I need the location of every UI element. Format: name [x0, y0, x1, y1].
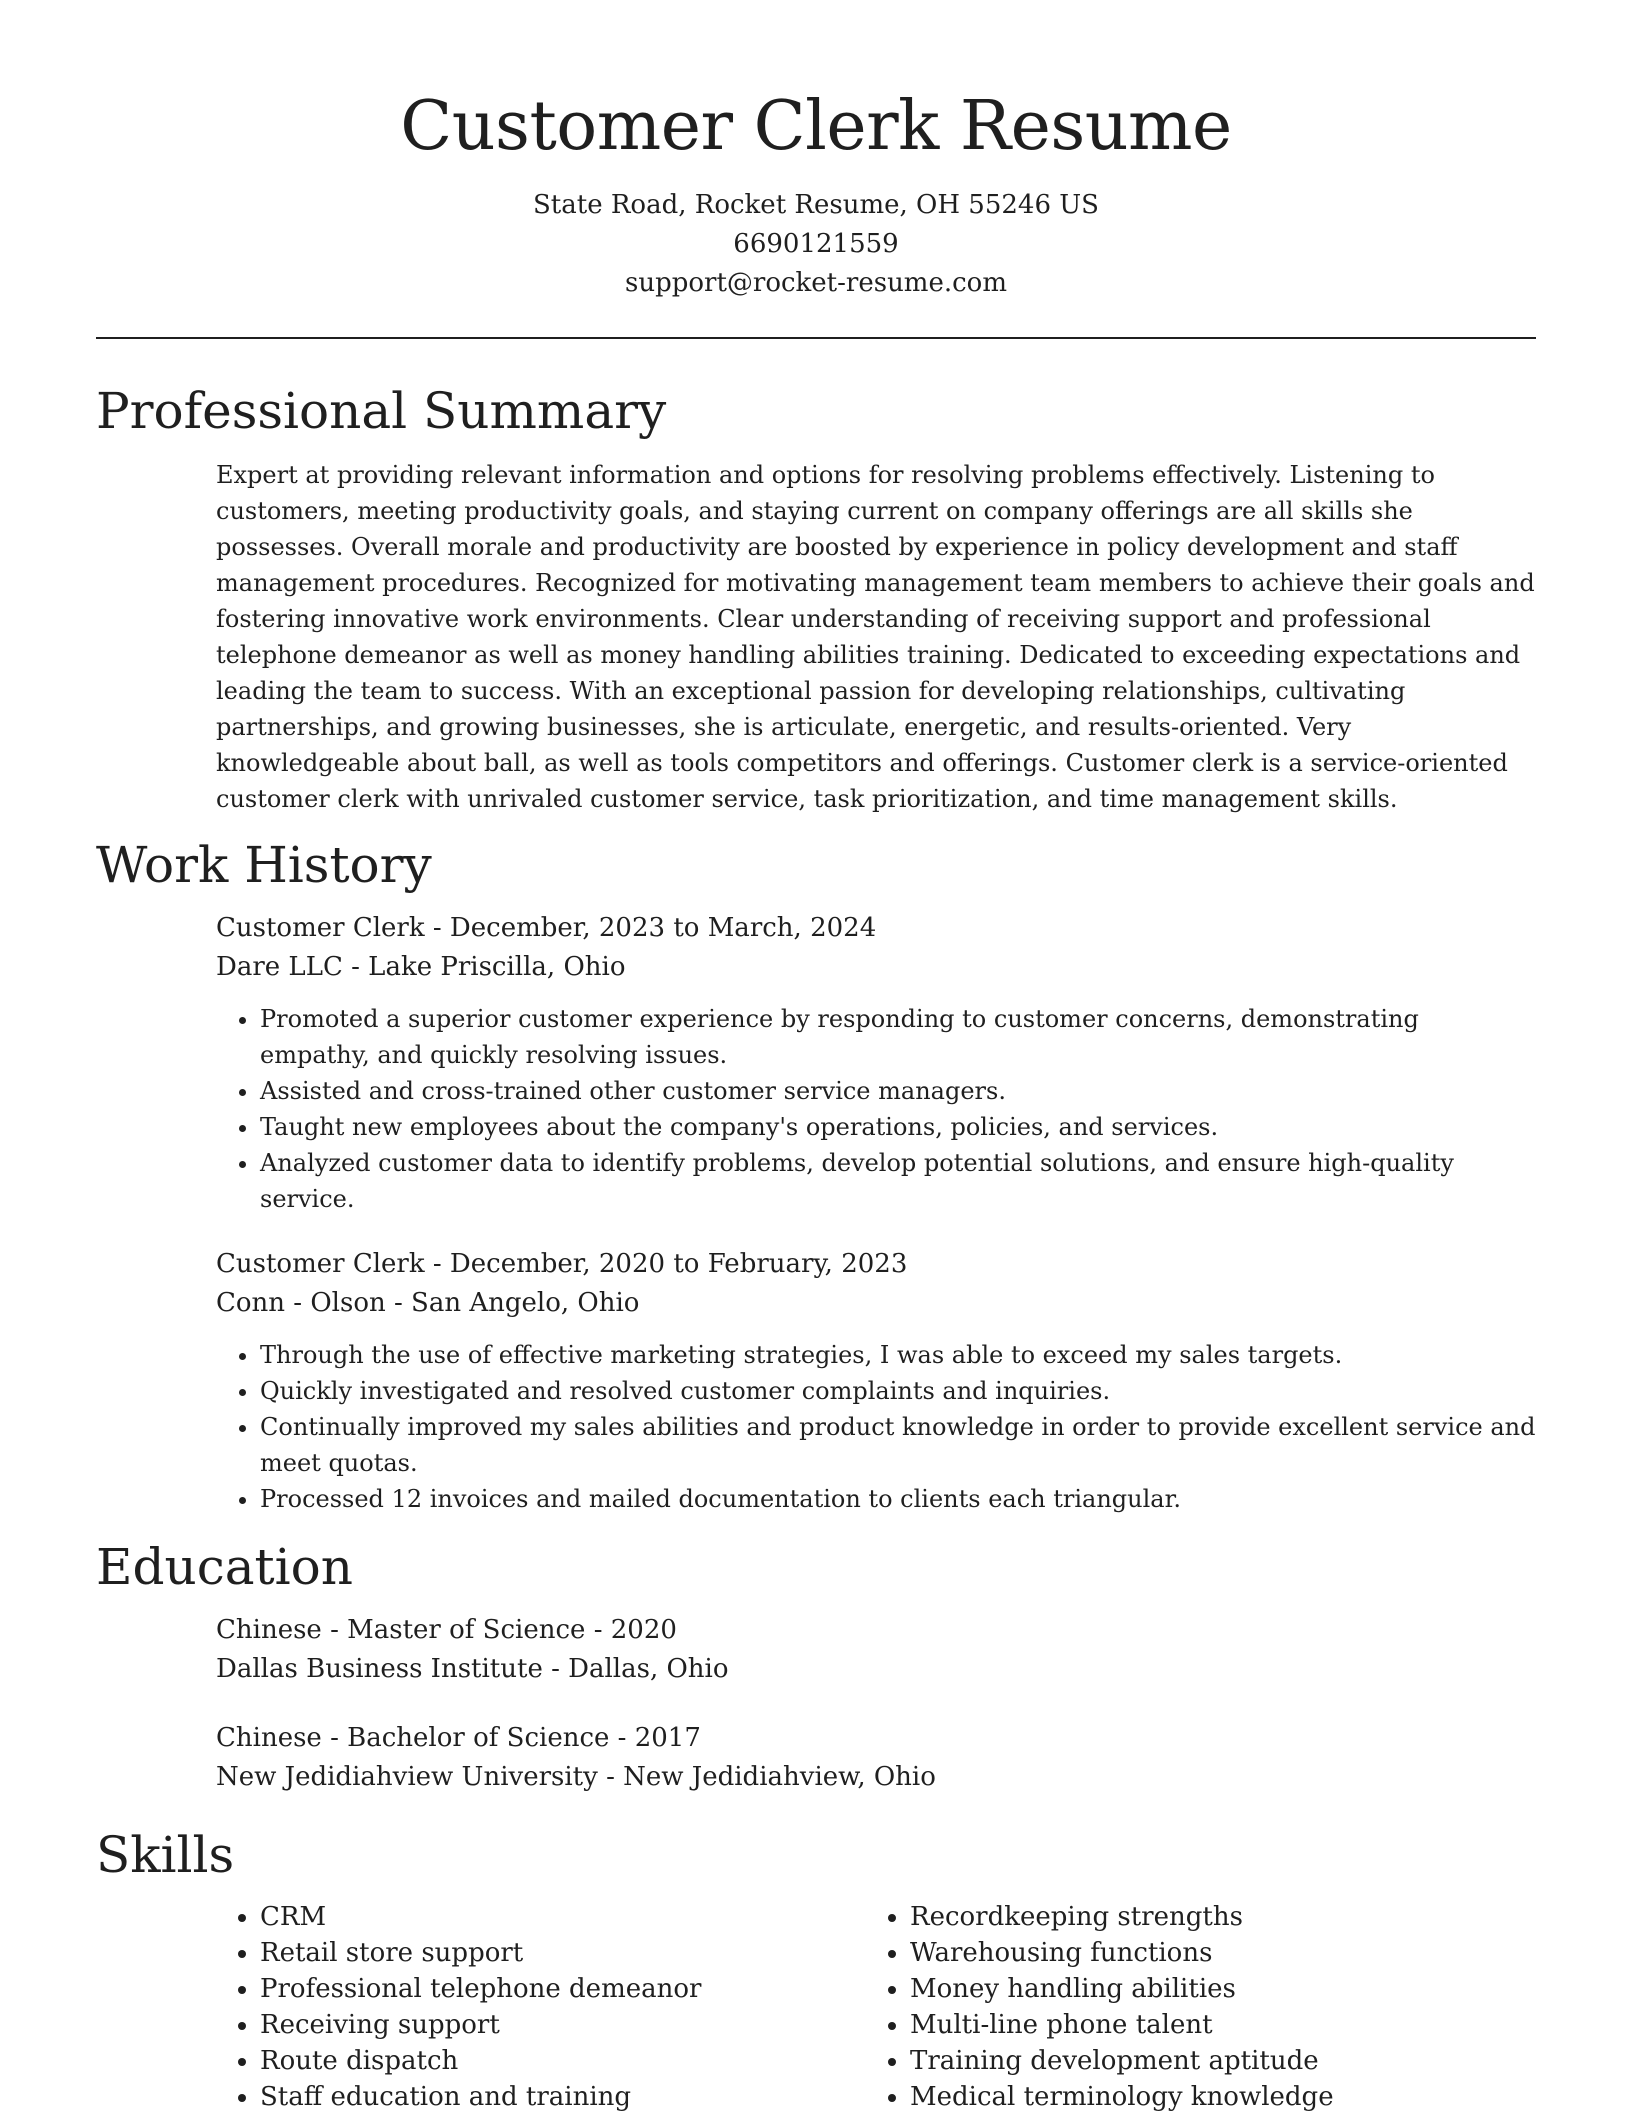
contact-email: support@rocket-resume.com	[624, 268, 1007, 298]
contact-phone: 6690121559	[733, 229, 899, 259]
skills-title: Skills	[96, 1826, 235, 1884]
education-school-line	[216, 1758, 1536, 1797]
header-divider	[96, 337, 1536, 339]
job-company: Conn - Olson	[216, 1288, 386, 1318]
job-location: - Lake Priscilla, Ohio	[342, 952, 626, 982]
education-title: Education	[96, 1538, 353, 1596]
job-company-line	[216, 1284, 1536, 1323]
list-item: • Through the use of effective marketing strategies, I was able to exceed my sales targets.	[260, 1337, 1536, 1373]
skills-column-right	[866, 1899, 1516, 2115]
work-history-section	[96, 833, 1536, 1517]
skills-grid	[216, 1899, 1536, 2115]
education-degree: Chinese - Master of Science - 2020	[216, 1615, 677, 1645]
list-item: • Warehousing functions	[910, 1935, 1516, 1971]
list-item: • Assisted and cross-trained other customer service managers.	[260, 1073, 1536, 1109]
summary-title: Professional Summary	[96, 382, 667, 440]
list-item: • Taught new employees about the company's operations, policies, and services.	[260, 1109, 1536, 1145]
education-section	[96, 1535, 1536, 1797]
job-role-line	[216, 1245, 1536, 1284]
list-item: • Analyzed customer data to identify problems, develop potential solutions, and ensure high-quality service.	[260, 1145, 1536, 1217]
education-location: - New Jedidiahview, Ohio	[597, 1762, 936, 1792]
list-item: • Multi-line phone talent	[910, 2007, 1516, 2043]
contact-address: State Road, Rocket Resume, OH 55246 US	[533, 190, 1099, 220]
education-school: Dallas Business Institute	[216, 1654, 543, 1684]
resume-header	[96, 0, 1536, 303]
list-item: • Continually improved my sales abilities and product knowledge in order to provide excellent service and meet quotas.	[260, 1409, 1536, 1481]
education-location: - Dallas, Ohio	[542, 1654, 729, 1684]
job-entry	[216, 909, 1536, 1217]
job-dates: - December, 2020 to February, 2023	[424, 1249, 908, 1279]
education-entry	[216, 1719, 1536, 1797]
skills-column-left	[216, 1899, 866, 2115]
job-role-line	[216, 909, 1536, 948]
contact-block	[96, 186, 1536, 303]
job-bullets	[216, 1001, 1536, 1217]
job-location: - San Angelo, Ohio	[385, 1288, 640, 1318]
resume-title: Customer Clerk Resume	[400, 87, 1232, 166]
education-school: New Jedidiahview University	[216, 1762, 598, 1792]
list-item: • Staff education and training	[260, 2079, 866, 2115]
education-school-line	[216, 1650, 1536, 1689]
job-entry	[216, 1245, 1536, 1517]
job-role: Customer Clerk	[216, 913, 425, 943]
list-item: • Money handling abilities	[910, 1971, 1516, 2007]
job-dates: - December, 2023 to March, 2024	[424, 913, 877, 943]
list-item: • Receiving support	[260, 2007, 866, 2043]
job-company-line	[216, 948, 1536, 987]
list-item: • Retail store support	[260, 1935, 866, 1971]
education-entry	[216, 1611, 1536, 1689]
summary-section	[96, 379, 1536, 817]
list-item: • Professional telephone demeanor	[260, 1971, 866, 2007]
resume-page	[96, 0, 1536, 2115]
work-history-title: Work History	[96, 836, 432, 894]
list-item: • Recordkeeping strengths	[910, 1899, 1516, 1935]
list-item: • Promoted a superior customer experience by responding to customer concerns, demonstrating empathy, and quickly resolving issues.	[260, 1001, 1536, 1073]
list-item: • Route dispatch	[260, 2043, 866, 2079]
list-item: • Quickly investigated and resolved customer complaints and inquiries.	[260, 1373, 1536, 1409]
job-company: Dare LLC	[216, 952, 343, 982]
summary-text: Expert at providing relevant information and options for resolving problems effectively. Listening to customers, meeting productivity goals, and staying current on company offerings are all skills she possesses. Overall morale and productivity are boosted by experience in policy development and staff management procedures. Recognized for motivating management team members to achieve their goals and fostering innovative work environments. Clear understanding of receiving support and professional telephone demeanor as well as money handling abilities training. Dedicated to exceeding expectations and leading the team to success. With an exceptional passion for developing relationships, cultivating partnerships, and growing businesses, she is articulate, energetic, and results-oriented. Very knowledgeable about ball, as well as tools competitors and offerings. Customer clerk is a service-oriented customer clerk with unrivaled customer service, task prioritization, and time management skills.	[216, 461, 1535, 813]
list-item: • Processed 12 invoices and mailed documentation to clients each triangular.	[260, 1481, 1536, 1517]
list-item: • Training development aptitude	[910, 2043, 1516, 2079]
list-item: • Medical terminology knowledge	[910, 2079, 1516, 2115]
skills-section	[96, 1823, 1536, 2115]
job-role: Customer Clerk	[216, 1249, 425, 1279]
job-bullets	[216, 1337, 1536, 1517]
list-item: • CRM	[260, 1899, 866, 1935]
education-degree: Chinese - Bachelor of Science - 2017	[216, 1723, 701, 1753]
